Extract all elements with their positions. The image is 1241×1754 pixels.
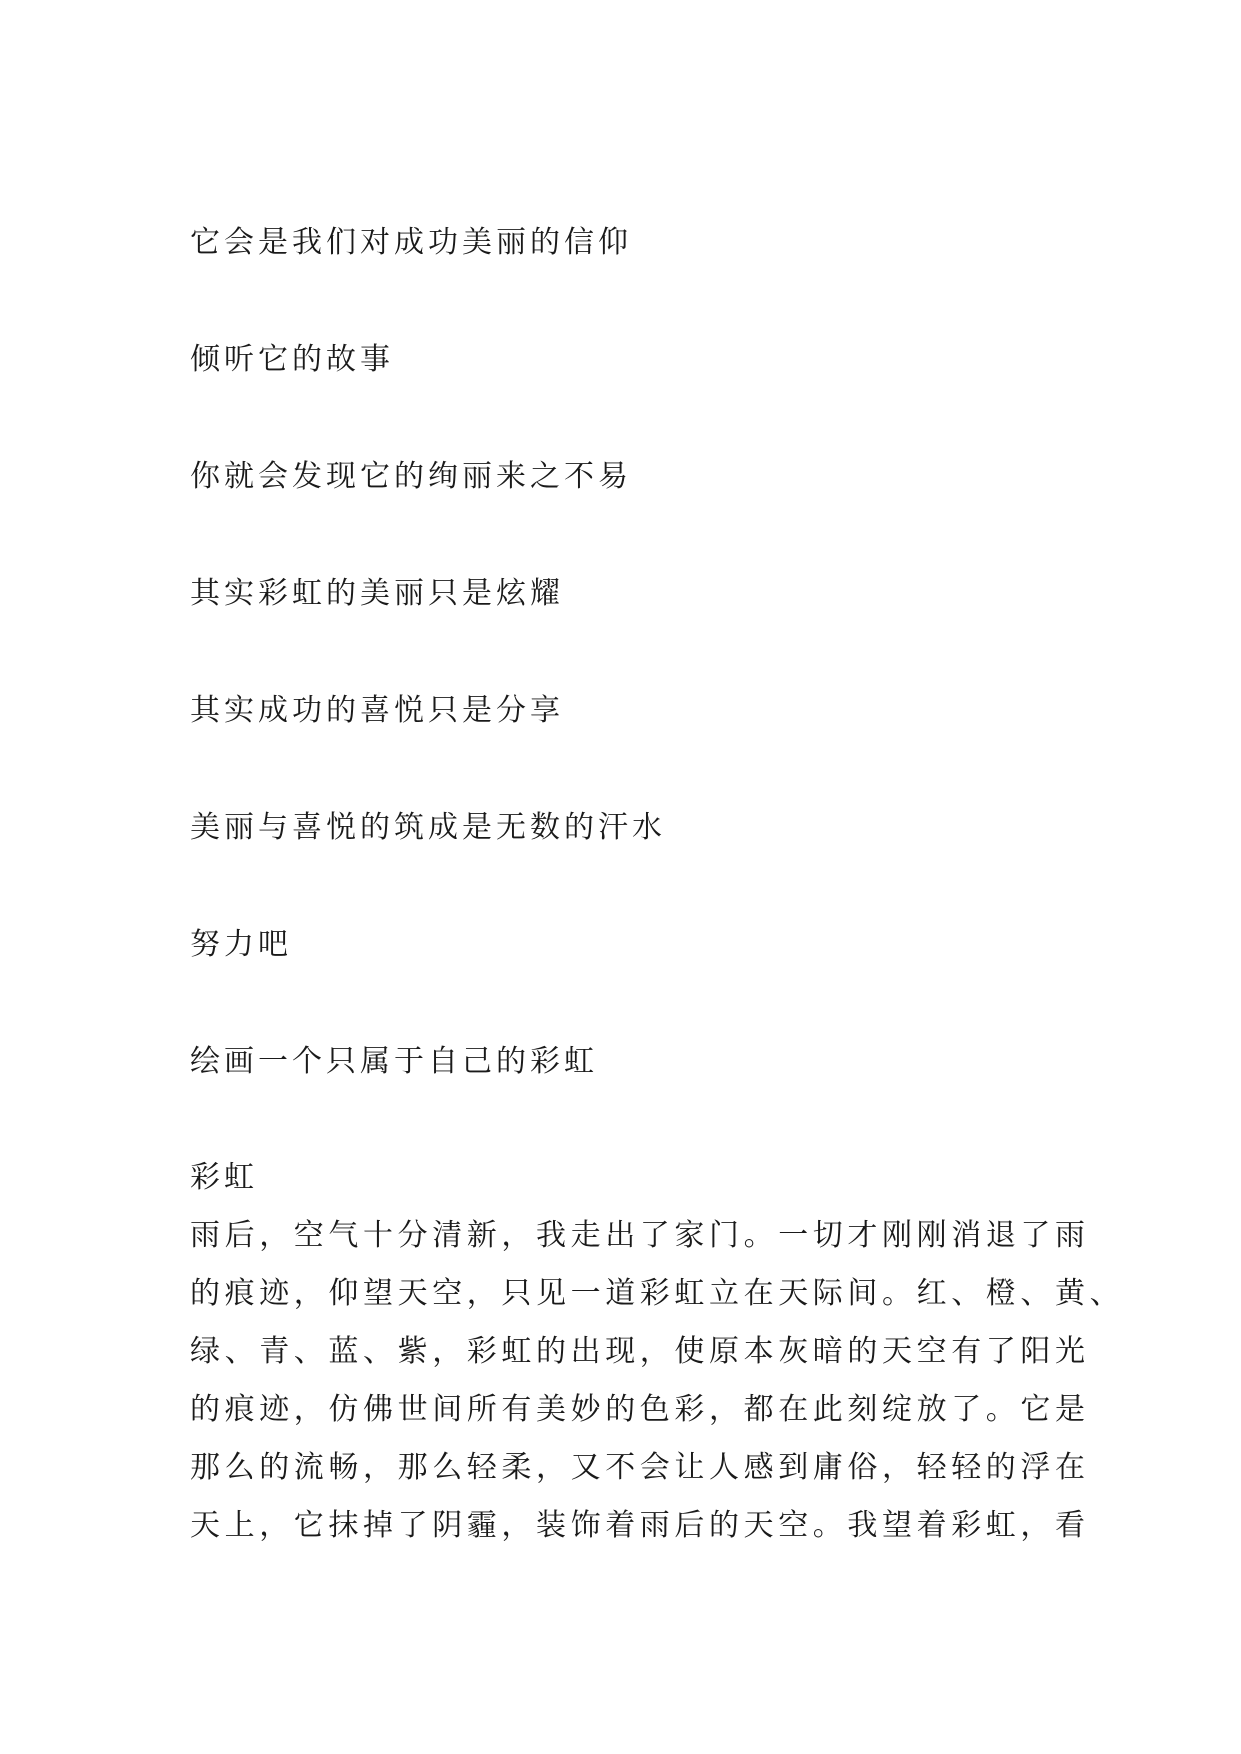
poem-line: 其实成功的喜悦只是分享 (190, 693, 564, 728)
poem-line: 努力吧 (190, 927, 292, 962)
paragraph-line: 雨后，空气十分清新，我走出了家门。一切才刚刚消退了雨 (190, 1218, 1090, 1253)
poem-line: 绘画一个只属于自己的彩虹 (190, 1044, 598, 1079)
poem-line: 它会是我们对成功美丽的信仰 (190, 225, 632, 260)
poem-line: 你就会发现它的绚丽来之不易 (190, 459, 632, 494)
poem-line: 倾听它的故事 (190, 342, 394, 377)
paragraph-line: 的痕迹，仰望天空，只见一道彩虹立在天际间。红、橙、黄、 (190, 1276, 1125, 1311)
poem-line: 其实彩虹的美丽只是炫耀 (190, 576, 564, 611)
essay-title: 彩虹 (190, 1160, 258, 1195)
paragraph-line: 那么的流畅，那么轻柔，又不会让人感到庸俗，轻轻的浮在 (190, 1450, 1090, 1485)
paragraph-line: 绿、青、蓝、紫，彩虹的出现，使原本灰暗的天空有了阳光 (190, 1334, 1090, 1369)
paragraph-line: 天上，它抹掉了阴霾，装饰着雨后的天空。我望着彩虹，看 (190, 1508, 1090, 1543)
paragraph-line: 的痕迹，仿佛世间所有美妙的色彩，都在此刻绽放了。它是 (190, 1392, 1090, 1427)
poem-line: 美丽与喜悦的筑成是无数的汗水 (190, 810, 666, 845)
